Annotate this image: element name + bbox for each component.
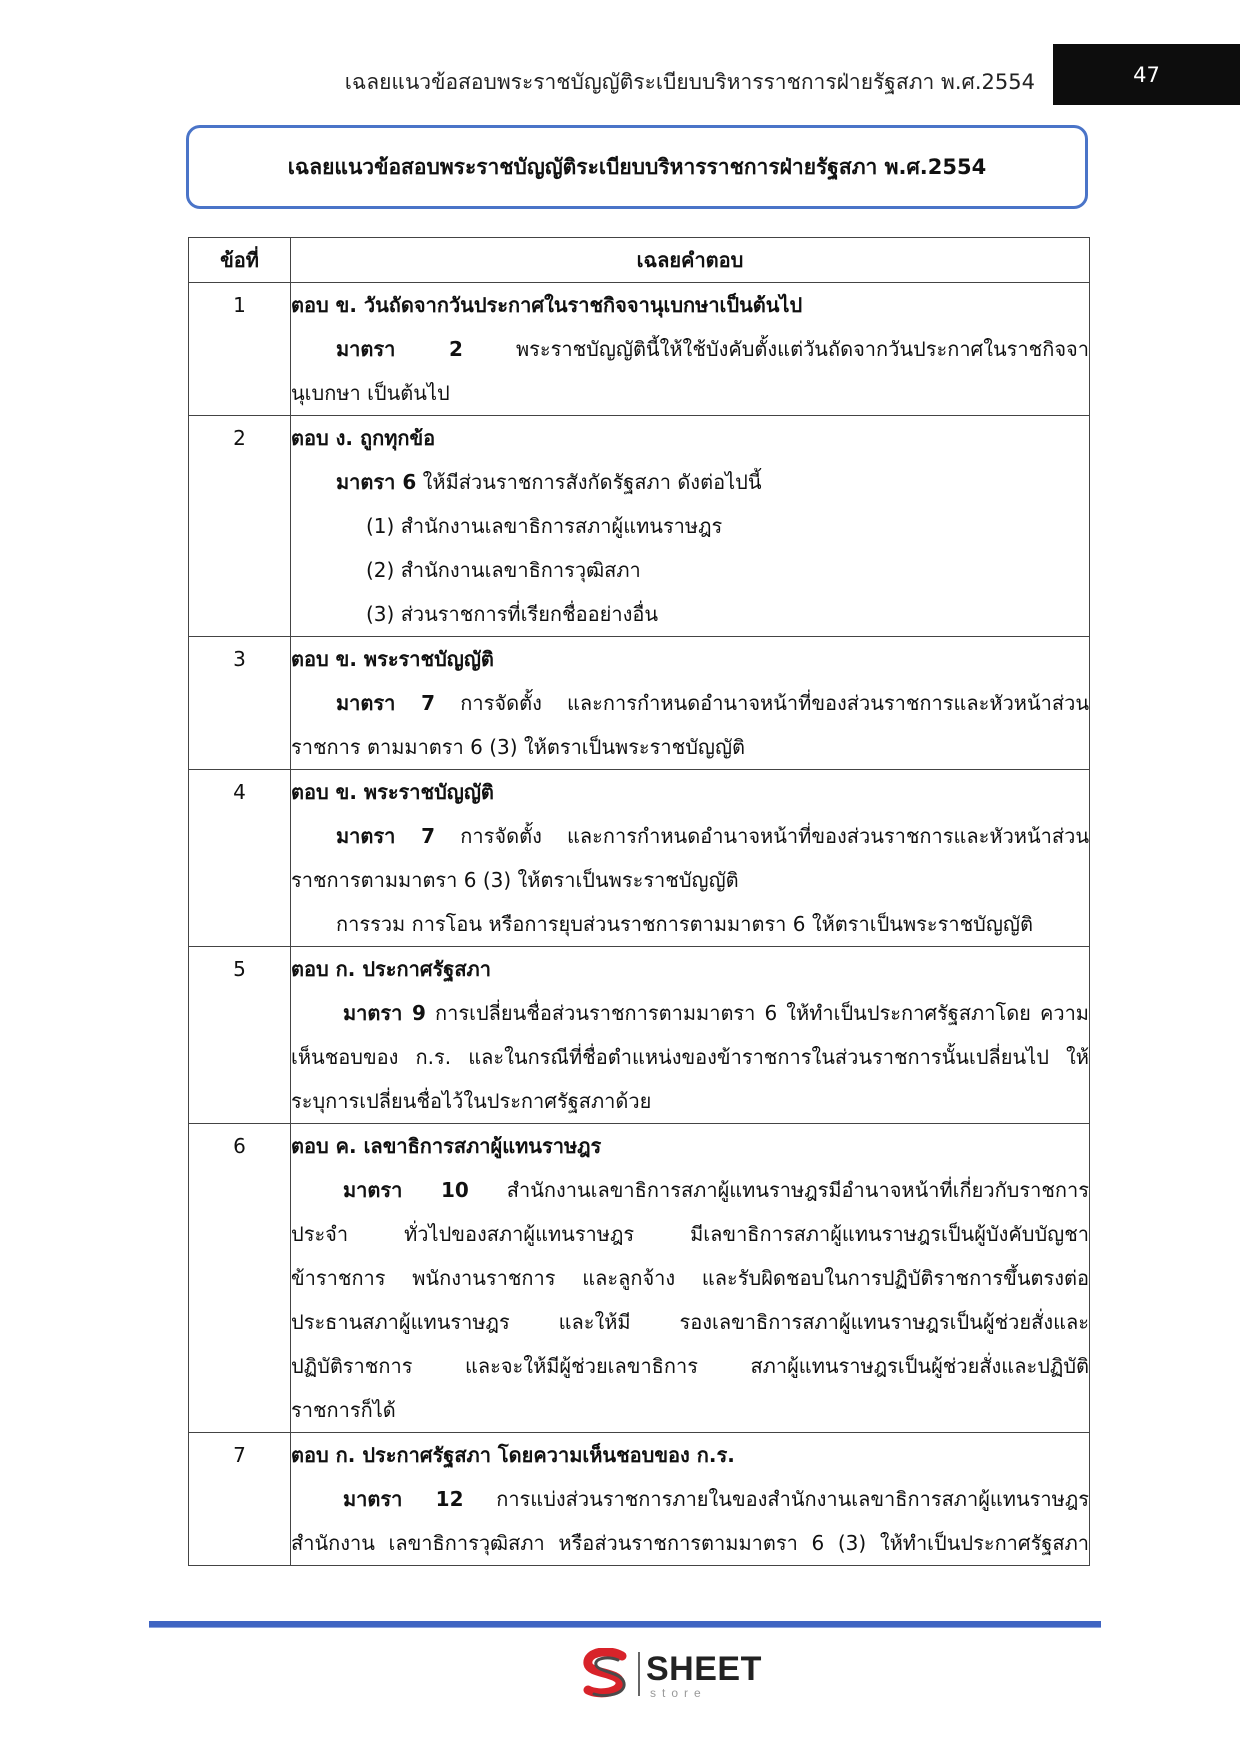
explanation-line (291, 681, 1089, 725)
table-row (189, 637, 1090, 770)
answer-cell (291, 947, 1090, 1124)
explanation-line: นุเบกษา เป็นต้นไป (291, 381, 450, 405)
answer-table (188, 237, 1090, 1566)
table-row (189, 947, 1090, 1124)
section-ref: มาตรา 6 (336, 470, 417, 494)
table-row (189, 1433, 1090, 1566)
table-row (189, 416, 1090, 637)
explanation-text: การจัดตั้ง และการกำหนดอำนาจหน้าที่ของส่วนราชการและหัวหน้าส่วน (460, 824, 1089, 848)
running-header: เฉลยแนวข้อสอบพระราชบัญญัติระเบียบบริหารราชการฝ่ายรัฐสภา พ.ศ.2554 (344, 70, 1035, 94)
list-item: (1) สำนักงานเลขาธิการสภาผู้แทนราษฎร (366, 514, 723, 538)
section-ref: มาตรา 7 (336, 824, 436, 848)
header-question-number: ข้อที่ (189, 238, 291, 283)
explanation-line (291, 460, 1089, 504)
section-ref: มาตรา 7 (336, 691, 436, 715)
explanation-text: สำนักงานเลขาธิการสภาผู้แทนราษฎรมีอำนาจหน้าที่เกี่ยวกับราชการ (506, 1178, 1089, 1202)
explanation-line (291, 1477, 1089, 1521)
question-number: 6 (189, 1124, 291, 1433)
explanation-text: พระราชบัญญัตินี้ให้ใช้บังคับตั้งแต่วันถัดจากวันประกาศในราชกิจจา (515, 337, 1089, 361)
answer-choice: ตอบ ก. ประกาศรัฐสภา โดยความเห็นชอบของ ก.ร. (291, 1443, 735, 1467)
header-answer: เฉลยคำตอบ (291, 238, 1090, 283)
section-ref: มาตรา 10 (343, 1178, 469, 1202)
page-number-box (1053, 44, 1240, 105)
list-item: (3) ส่วนราชการที่เรียกชื่ออย่างอื่น (366, 602, 659, 626)
table-header-row (189, 238, 1090, 283)
answer-choice: ตอบ ค. เลขาธิการสภาผู้แทนราษฎร (291, 1134, 602, 1158)
explanation-line: ข้าราชการ พนักงานราชการ และลูกจ้าง และรับผิดชอบในการปฏิบัติราชการขึ้นตรงต่อ (291, 1266, 1089, 1290)
answer-choice: ตอบ ข. พระราชบัญญัติ (291, 780, 494, 804)
question-number: 2 (189, 416, 291, 637)
answer-cell (291, 770, 1090, 947)
answer-cell (291, 1124, 1090, 1433)
page-title: เฉลยแนวข้อสอบพระราชบัญญัติระเบียบบริหารราชการฝ่ายรัฐสภา พ.ศ.2554 (287, 154, 987, 179)
answer-cell (291, 283, 1090, 416)
question-number: 5 (189, 947, 291, 1124)
explanation-line: ระบุการเปลี่ยนชื่อไว้ในประกาศรัฐสภาด้วย (291, 1089, 652, 1113)
question-number: 4 (189, 770, 291, 947)
explanation-line (291, 991, 1089, 1035)
answer-cell (291, 416, 1090, 637)
question-number: 3 (189, 637, 291, 770)
explanation-line: การรวม การโอน หรือการยุบส่วนราชการตามมาตรา 6 ให้ตราเป็นพระราชบัญญัติ (336, 912, 1033, 936)
logo-wordmark: SHEET (646, 1650, 762, 1688)
explanation-line: ราชการตามมาตรา 6 (3) ให้ตราเป็นพระราชบัญญัติ (291, 868, 739, 892)
explanation-line: ปฏิบัติราชการ และจะให้มีผู้ช่วยเลขาธิการ สภาผู้แทนราษฎรเป็นผู้ช่วยสั่งและปฏิบัติ (291, 1354, 1089, 1378)
question-number: 1 (189, 283, 291, 416)
explanation-text: การแบ่งส่วนราชการภายในของสำนักงานเลขาธิการสภาผู้แทนราษฎร (496, 1487, 1089, 1511)
section-ref: มาตรา 9 (343, 1001, 426, 1025)
footer-rule (149, 1621, 1101, 1628)
explanation-line: ประจำ ทั่วไปของสภาผู้แทนราษฎร มีเลขาธิการสภาผู้แทนราษฎรเป็นผู้บังคับบัญชา (291, 1222, 1089, 1246)
answer-choice: ตอบ ข. วันถัดจากวันประกาศในราชกิจจานุเบกษาเป็นต้นไป (291, 293, 803, 317)
explanation-line: เห็นชอบของ ก.ร. และในกรณีที่ชื่อตำแหน่งของข้าราชการในส่วนราชการนั้นเปลี่ยนไป ให้ (291, 1045, 1089, 1069)
explanation-line: สำนักงาน เลขาธิการวุฒิสภา หรือส่วนราชการตามมาตรา 6 (3) ให้ทำเป็นประกาศรัฐสภา (291, 1531, 1089, 1555)
explanation-line (291, 1168, 1089, 1212)
section-ref: มาตรา 2 (336, 337, 463, 361)
table-row (189, 770, 1090, 947)
table-row (189, 1124, 1090, 1433)
explanation-line (291, 327, 1089, 371)
section-ref: มาตรา 12 (343, 1487, 464, 1511)
question-number: 7 (189, 1433, 291, 1566)
page-number: 47 (1133, 62, 1160, 87)
list-item: (2) สำนักงานเลขาธิการวุฒิสภา (366, 558, 641, 582)
explanation-line (291, 814, 1089, 858)
logo-divider (638, 1652, 640, 1696)
explanation-text: การจัดตั้ง และการกำหนดอำนาจหน้าที่ของส่วนราชการและหัวหน้าส่วน (460, 691, 1089, 715)
answer-choice: ตอบ ข. พระราชบัญญัติ (291, 647, 494, 671)
table-row (189, 283, 1090, 416)
logo-subtext: store (650, 1686, 707, 1700)
sheet-store-s-icon (578, 1648, 634, 1700)
answer-cell (291, 637, 1090, 770)
title-box (186, 125, 1088, 209)
sheet-store-logo (578, 1648, 762, 1700)
explanation-text: ให้มีส่วนราชการสังกัดรัฐสภา ดังต่อไปนี้ (422, 470, 762, 494)
answer-choice: ตอบ ง. ถูกทุกข้อ (291, 426, 436, 450)
explanation-line: ราชการก็ได้ (291, 1398, 396, 1422)
answer-choice: ตอบ ก. ประกาศรัฐสภา (291, 957, 491, 981)
answer-cell (291, 1433, 1090, 1566)
explanation-line: ประธานสภาผู้แทนราษฎร และให้มี รองเลขาธิการสภาผู้แทนราษฎรเป็นผู้ช่วยสั่งและ (291, 1310, 1089, 1334)
explanation-line: ราชการ ตามมาตรา 6 (3) ให้ตราเป็นพระราชบัญญัติ (291, 735, 745, 759)
explanation-text: การเปลี่ยนชื่อส่วนราชการตามมาตรา 6 ให้ทำเป็นประกาศรัฐสภาโดย ความ (435, 1001, 1089, 1025)
